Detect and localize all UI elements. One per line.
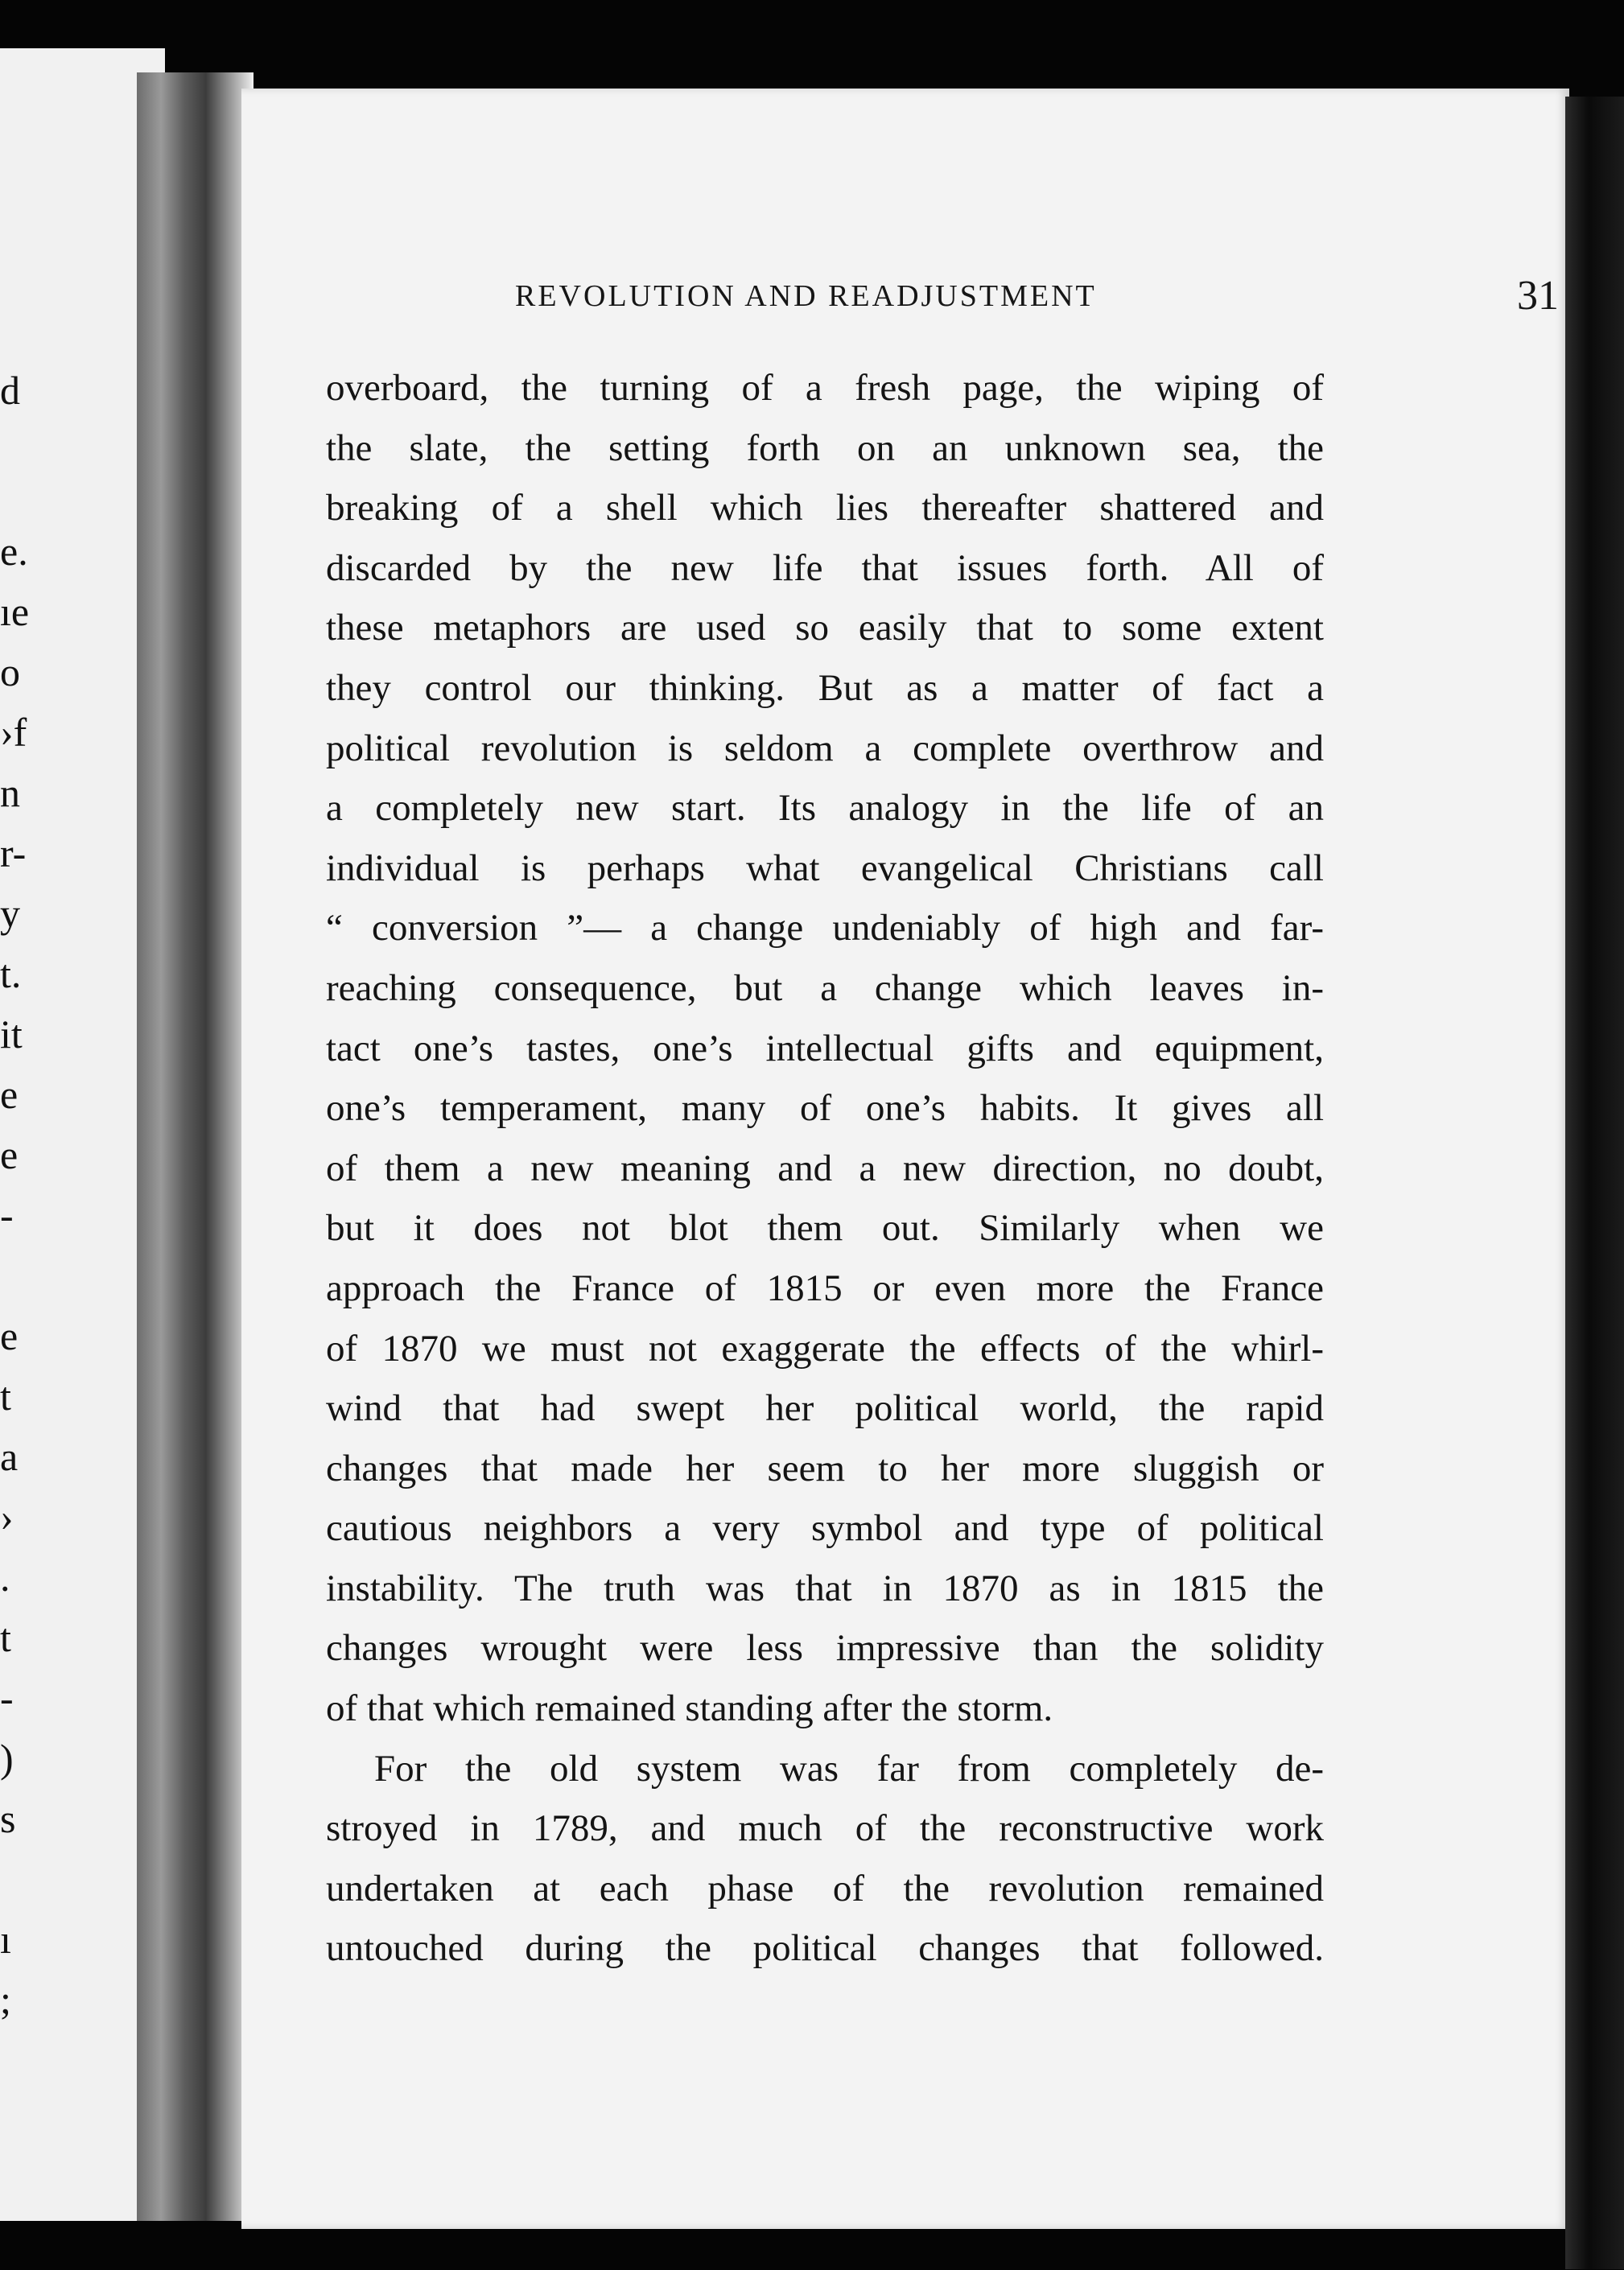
- running-head-title: REVOLUTION AND READJUSTMENT: [515, 279, 1097, 313]
- left-page-fragment: it: [0, 1011, 23, 1057]
- left-page-fragment: ı: [0, 1917, 11, 1962]
- left-page-fragment: o: [0, 649, 20, 694]
- left-page-fragment: ;: [0, 1977, 11, 2022]
- left-page-fragment: y: [0, 891, 20, 936]
- text-line: political revolution is seldom a complete overthrow and: [326, 727, 1324, 769]
- text-line: these metaphors are used so easily that to some extent: [326, 607, 1324, 649]
- text-line: reaching consequence, but a change which leaves in-: [326, 966, 1324, 1009]
- body-text: [326, 358, 1324, 1979]
- left-page-fragment: n: [0, 770, 20, 815]
- text-line: one’s temperament, many of one’s habits. It gives all: [326, 1087, 1324, 1130]
- text-line: tact one’s tastes, one’s intellectual gifts and equipment,: [326, 1027, 1324, 1069]
- text-line: cautious neighbors a very symbol and type of political: [326, 1507, 1324, 1550]
- text-line: the slate, the setting forth on an unknown sea, the: [326, 426, 1324, 469]
- left-page-fragment: .: [0, 1555, 10, 1600]
- left-page-fragment: ): [0, 1736, 14, 1781]
- left-page-fragment: t: [0, 1615, 11, 1660]
- right-page-edge: [1565, 97, 1624, 2269]
- text-line: overboard, the turning of a fresh page, the wiping of: [326, 367, 1324, 409]
- left-page-fragment: -: [0, 1675, 14, 1720]
- text-line: stroyed in 1789, and much of the reconstructive work: [326, 1807, 1324, 1850]
- left-page-fragment: ›f: [0, 710, 27, 755]
- book-page: [241, 89, 1569, 2229]
- text-line: discarded by the new life that issues forth. All of: [326, 546, 1324, 589]
- left-page-fragment: ›: [0, 1494, 14, 1539]
- text-line: they control our thinking. But as a matter of fact a: [326, 666, 1324, 709]
- text-line: but it does not blot them out. Similarly when we: [326, 1207, 1324, 1250]
- text-line: individual is perhaps what evangelical Christians call: [326, 847, 1324, 889]
- left-page-fragment: e: [0, 1072, 19, 1117]
- left-page-fragment: e.: [0, 529, 28, 574]
- text-line: of 1870 we must not exaggerate the effects of the whirl-: [326, 1327, 1324, 1370]
- left-page-fragment: s: [0, 1796, 16, 1841]
- text-line: untouched during the political changes that followed.: [326, 1927, 1324, 1970]
- left-page-fragment: t: [0, 1374, 11, 1419]
- left-page-fragment: r-: [0, 830, 27, 875]
- page-number: 31: [1517, 273, 1559, 319]
- text-line: approach the France of 1815 or even more the France: [326, 1267, 1324, 1309]
- left-page-fragment: ıe: [0, 589, 30, 634]
- text-line: instability. The truth was that in 1870 as in 1815 the: [326, 1567, 1324, 1609]
- text-line: breaking of a shell which lies thereafter shattered and: [326, 487, 1324, 529]
- text-line: wind that had swept her political world, the rapid: [326, 1387, 1324, 1430]
- left-page-fragment: d: [0, 368, 20, 413]
- text-line: undertaken at each phase of the revolution remained: [326, 1867, 1324, 1910]
- left-page-fragment: a: [0, 1434, 19, 1479]
- left-page-fragment: t.: [0, 951, 22, 996]
- text-line: changes wrought were less impressive than the solidity: [326, 1627, 1324, 1670]
- left-page-fragment: e: [0, 1313, 19, 1358]
- text-line: of them a new meaning and a new direction, no doubt,: [326, 1147, 1324, 1189]
- left-page-fragment: e: [0, 1132, 19, 1177]
- text-line: “ conversion ”— a change undeniably of high and far-: [326, 907, 1324, 950]
- text-line: a completely new start. Its analogy in the life of an: [326, 787, 1324, 830]
- text-line: For the old system was far from completely de-: [374, 1747, 1324, 1790]
- text-line: of that which remained standing after the storm.: [326, 1687, 1053, 1730]
- left-page-fragment: -: [0, 1193, 14, 1238]
- text-line: changes that made her seem to her more sluggish or: [326, 1447, 1324, 1489]
